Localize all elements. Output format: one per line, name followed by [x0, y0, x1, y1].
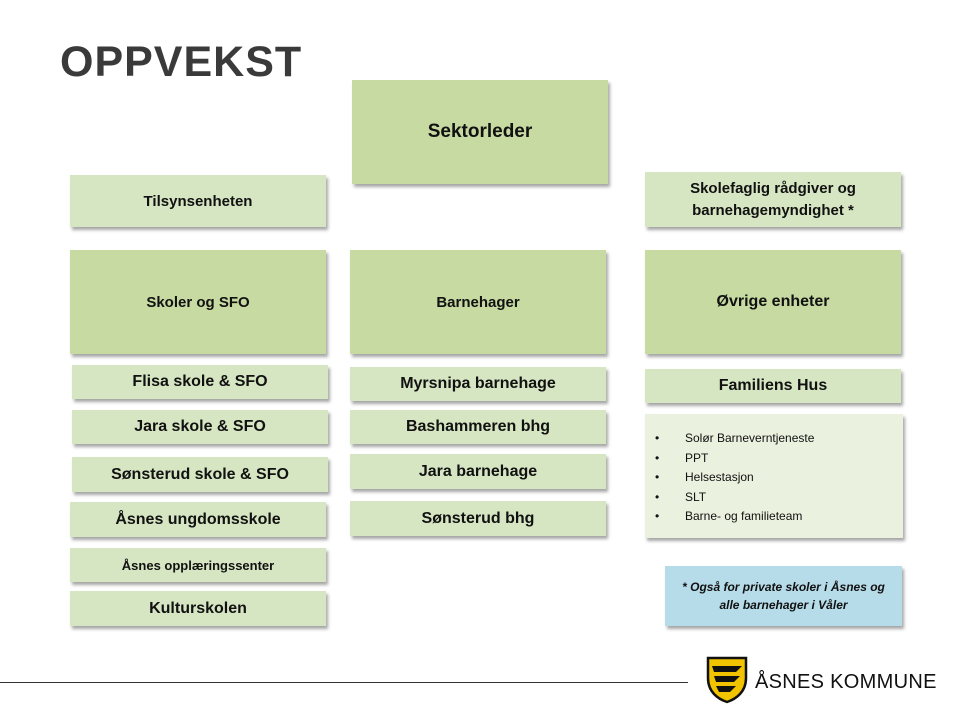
list-item: Kulturskolen [70, 591, 326, 626]
footer-divider [0, 682, 688, 683]
tilsynsenheten-box [70, 175, 326, 227]
list-item: • SLT [655, 488, 903, 508]
barnehager-header-box [350, 250, 606, 354]
footnote-line2: alle barnehager i Våler [719, 598, 848, 612]
ovrige-list [655, 429, 903, 527]
list-item: • Solør Barneverntjeneste [655, 429, 903, 449]
barnehager-header-label: Barnehager [436, 293, 520, 311]
list-item: • PPT [655, 449, 903, 469]
list-item: Jara skole & SFO [72, 410, 328, 444]
list-item: Åsnes ungdomsskole [70, 502, 326, 537]
ovrige-header-box [645, 250, 901, 354]
familiens-hus-label: Familiens Hus [718, 377, 828, 394]
list-item: • Helsestasjon [655, 468, 903, 488]
list-item: • Barne- og familieteam [655, 507, 903, 527]
skoler-header-box [70, 250, 326, 354]
list-item: Myrsnipa barnehage [350, 367, 606, 401]
list-item: Åsnes opplæringssenter [70, 548, 326, 582]
sektorleder-label: Sektorleder [427, 121, 533, 142]
list-item: Flisa skole & SFO [72, 365, 328, 399]
sektorleder-box [352, 80, 608, 184]
coat-of-arms-icon [706, 656, 748, 704]
skoler-header-label: Skoler og SFO [146, 293, 250, 311]
footnote-line1: * Også for private skoler i Åsnes og [682, 580, 885, 594]
ovrige-header-label: Øvrige enheter [716, 293, 830, 310]
list-item: Sønsterud skole & SFO [72, 457, 328, 492]
page-title: OPPVEKST [60, 38, 303, 86]
footnote-box [665, 566, 902, 626]
radgiver-label-line1: Skolefaglig rådgiver og [690, 179, 856, 197]
municipality-name: ÅSNES KOMMUNE [755, 671, 937, 693]
radgiver-label-line2: barnehagemyndighet * [692, 201, 854, 219]
familiens-hus-box [645, 369, 901, 403]
tilsynsenheten-label: Tilsynsenheten [143, 192, 253, 210]
list-item: Jara barnehage [350, 454, 606, 489]
ovrige-list-box [645, 414, 903, 538]
list-item: Sønsterud bhg [350, 501, 606, 536]
radgiver-box [645, 172, 901, 227]
list-item: Bashammeren bhg [350, 410, 606, 444]
